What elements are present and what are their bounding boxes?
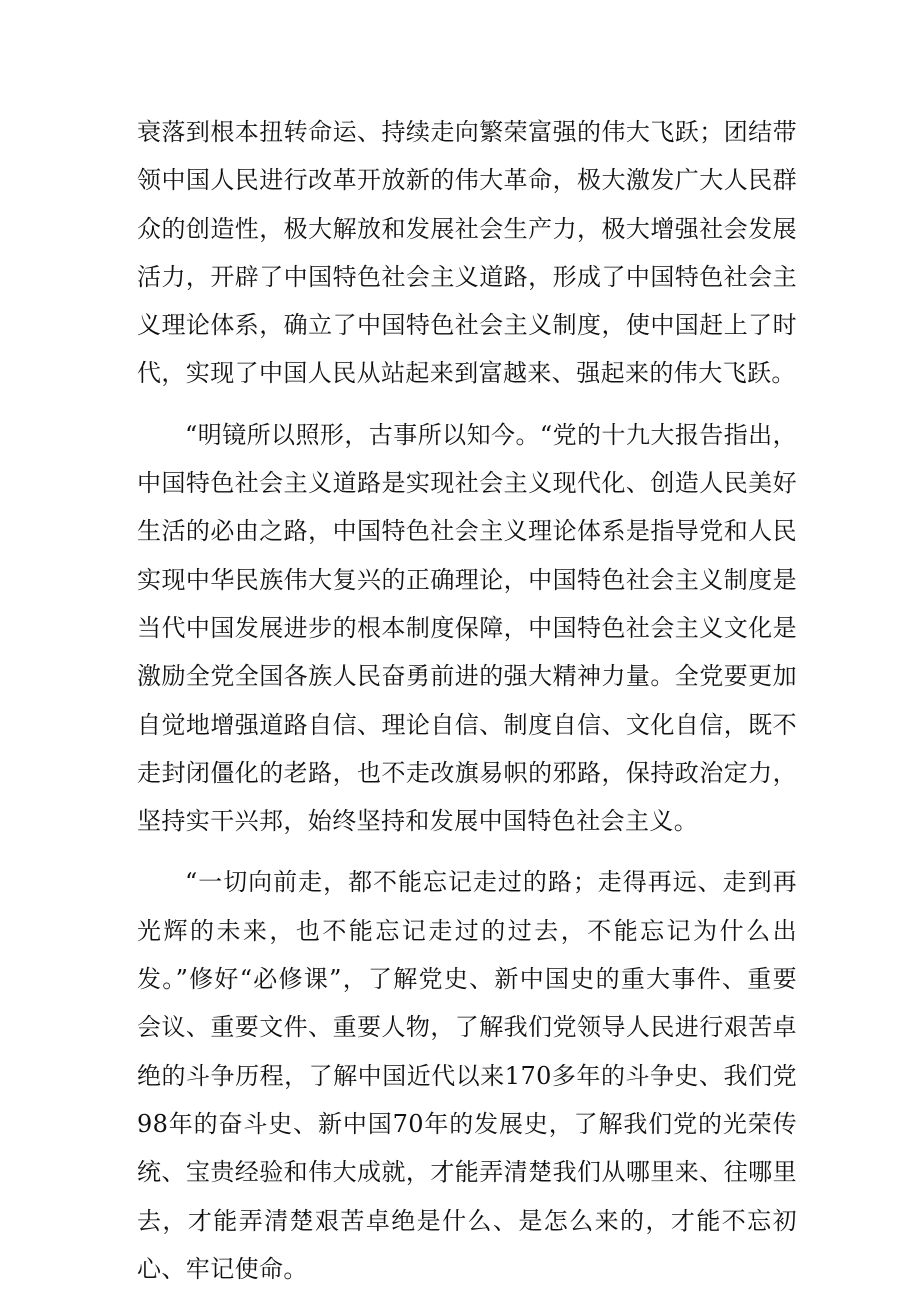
paragraph-3: “一切向前走，都不能忘记走过的路；走得再远、走到再光辉的未来，也不能忘记走过的过去，不能忘记为什么出发。”修好“必修课”，了解党史、新中国史的重大事件、重要会议、重要文件、重要人物，了解我们党领导人民进行艰苦卓绝的斗争历程，了解中国近代以来170多年的斗争史、我们党98年的奋斗史、新中国70年的发展史，了解我们党的光荣传统、宝贵经验和伟大成就，才能弄清楚我们从哪里来、往哪里去，才能弄清楚艰苦卓绝是什么、是怎么来的，才能不忘初心、牢记使命。 [137, 868, 797, 1283]
paragraph-1: 衰落到根本扭转命运、持续走向繁荣富强的伟大飞跃；团结带领中国人民进行改革开放新的伟大革命，极大激发广大人民群众的创造性，极大解放和发展社会生产力，极大增强社会发展活力，开辟了中国特色社会主义道路，形成了中国特色社会主义理论体系，确立了中国特色社会主义制度，使中国赶上了时代，实现了中国人民从站起来到富越来、强起来的伟大飞跃。 [137, 118, 797, 388]
paragraph-2: “明镜所以照形，古事所以知今。“党的十九大报告指出，中国特色社会主义道路是实现社会主义现代化、创造人民美好生活的必由之路，中国特色社会主义理论体系是指导党和人民实现中华民族伟大复兴的正确理论，中国特色社会主义制度是当代中国发展进步的根本制度保障，中国特色社会主义文化是激励全党全国各族人民奋勇前进的强大精神力量。全党要更加自觉地增强道路自信、理论自信、制度自信、文化自信，既不走封闭僵化的老路，也不走改旗易帜的邪路，保持政治定力，坚持实干兴邦，始终坚持和发展中国特色社会主义。 [137, 420, 797, 836]
document-page [137, 108, 797, 1306]
